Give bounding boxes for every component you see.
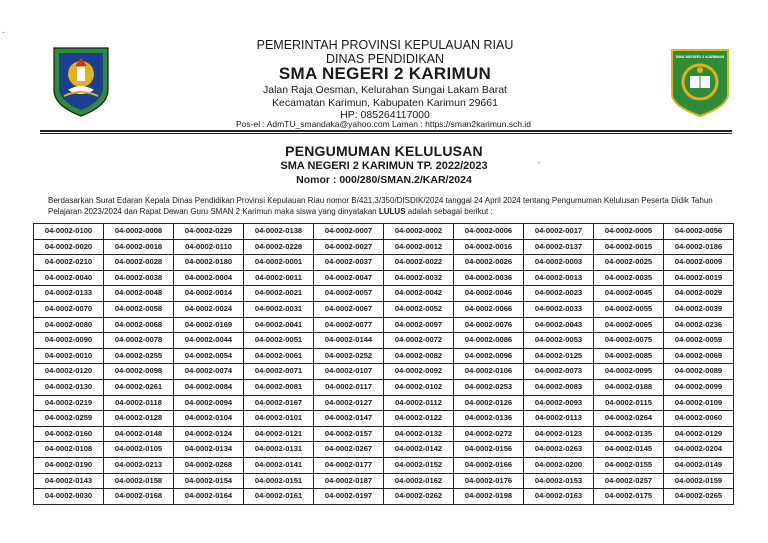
school-badge-icon	[668, 46, 732, 118]
student-number-cell: 04-0002-0001	[244, 255, 314, 271]
announcement-subtitle: SMA NEGERI 2 KARIMUN TP. 2022/2023	[280, 160, 488, 172]
student-number-cell: 04-0002-0027	[314, 239, 384, 255]
student-number-cell: 04-0002-0180	[174, 255, 244, 271]
student-number-cell: 04-0002-0122	[384, 411, 454, 427]
student-number-cell: 04-0002-0156	[454, 442, 524, 458]
student-number-cell: 04-0002-0109	[664, 395, 734, 411]
student-number-cell: 04-0002-0015	[594, 239, 664, 255]
student-number-cell: 04-0002-0033	[524, 301, 594, 317]
student-number-cell: 04-0002-0009	[664, 255, 734, 271]
student-number-cell: 04-0002-0133	[34, 286, 104, 302]
dept-line: DINAS PENDIDIKAN	[325, 52, 445, 66]
student-number-cell: 04-0002-0016	[454, 239, 524, 255]
table-row	[34, 270, 734, 286]
student-number-cell: 04-0002-0025	[594, 255, 664, 271]
student-number-cell: 04-0002-0047	[314, 270, 384, 286]
student-number-cell: 04-0002-0061	[244, 348, 314, 364]
student-number-cell: 04-0002-0018	[104, 239, 174, 255]
table-row	[34, 426, 734, 442]
student-number-cell: 04-0002-0004	[174, 270, 244, 286]
student-number-cell: 04-0002-0093	[524, 395, 594, 411]
student-number-cell: 04-0002-0154	[174, 473, 244, 489]
student-number-cell: 04-0002-0213	[104, 457, 174, 473]
student-number-cell: 04-0002-0008	[104, 224, 174, 240]
student-number-cell: 04-0002-0067	[314, 301, 384, 317]
student-number-cell: 04-0002-0268	[174, 457, 244, 473]
student-number-cell: 04-0002-0204	[664, 442, 734, 458]
student-number-cell: 04-0002-0014	[174, 286, 244, 302]
student-number-cell: 04-0002-0105	[104, 442, 174, 458]
student-number-cell: 04-0002-0078	[104, 333, 174, 349]
student-number-cell: 04-0002-0124	[174, 426, 244, 442]
student-number-cell: 04-0002-0142	[384, 442, 454, 458]
student-number-cell: 04-0002-0097	[384, 317, 454, 333]
student-number-cell: 04-0002-0012	[384, 239, 454, 255]
student-number-cell: 04-0002-0031	[244, 301, 314, 317]
student-number-cell: 04-0002-0164	[174, 489, 244, 505]
student-number-cell: 04-0002-0046	[454, 286, 524, 302]
student-number-cell: 04-0002-0066	[454, 301, 524, 317]
student-number-cell: 04-0002-0007	[314, 224, 384, 240]
student-number-cell: 04-0002-0005	[594, 224, 664, 240]
student-number-cell: 04-0002-0137	[524, 239, 594, 255]
student-number-cell: 04-0002-0129	[664, 426, 734, 442]
student-number-cell: 04-0002-0229	[174, 224, 244, 240]
table-row	[34, 286, 734, 302]
student-number-cell: 04-0002-0035	[594, 270, 664, 286]
student-number-cell: 04-0002-0149	[664, 457, 734, 473]
student-number-cell: 04-0002-0272	[454, 426, 524, 442]
student-number-cell: 04-0002-0130	[34, 379, 104, 395]
student-number-cell: 04-0002-0037	[314, 255, 384, 271]
student-number-cell: 04-0002-0228	[244, 239, 314, 255]
student-number-cell: 04-0002-0011	[244, 270, 314, 286]
table-row	[34, 224, 734, 240]
school-name: SMA NEGERI 2 KARIMUN	[278, 64, 492, 83]
student-number-cell: 04-0002-0262	[384, 489, 454, 505]
student-number-cell: 04-0002-0080	[34, 317, 104, 333]
student-number-cell: 04-0002-0257	[594, 473, 664, 489]
table-row	[34, 442, 734, 458]
table-row	[34, 348, 734, 364]
student-number-cell: 04-0002-0051	[244, 333, 314, 349]
header-rule-thin	[40, 133, 732, 134]
student-number-cell: 04-0002-0102	[384, 379, 454, 395]
student-number-cell: 04-0002-0121	[244, 426, 314, 442]
student-number-cell: 04-0002-0041	[244, 317, 314, 333]
student-number-cell: 04-0002-0141	[244, 457, 314, 473]
student-number-cell: 04-0002-0167	[244, 395, 314, 411]
student-number-cell: 04-0002-0186	[664, 239, 734, 255]
student-number-cell: 04-0002-0138	[244, 224, 314, 240]
student-number-cell: 04-0002-0158	[104, 473, 174, 489]
student-number-cell: 04-0002-0092	[384, 364, 454, 380]
student-number-cell: 04-0002-0267	[314, 442, 384, 458]
student-number-cell: 04-0002-0040	[34, 270, 104, 286]
student-number-cell: 04-0002-0029	[664, 286, 734, 302]
student-number-cell: 04-0002-0073	[524, 364, 594, 380]
student-number-cell: 04-0002-0143	[34, 473, 104, 489]
intro-paragraph: Berdasarkan Surat Edaran Kepala Dinas Pendidikan Provinsi Kepulauan Riau nomor B/421.3/350/DISDIK/2024 tanggal 24 April 2024 tentang Pengumuman Kelulusan Peserta Didik Tahun Pelajaran 2023/2024 dan Rapat Dewan Guru SMAN 2 Karimun maka siswa yang dinyatakan LULUS adalah sebagai berikut :	[48, 196, 713, 216]
student-number-cell: 04-0002-0147	[314, 411, 384, 427]
student-number-cell: 04-0002-0163	[524, 489, 594, 505]
student-number-cell: 04-0002-0263	[524, 442, 594, 458]
student-number-cell: 04-0002-0065	[594, 317, 664, 333]
table-row	[34, 489, 734, 505]
student-number-cell: 04-0002-0252	[314, 348, 384, 364]
student-number-cell: 04-0002-0089	[664, 364, 734, 380]
student-number-cell: 04-0002-0255	[104, 348, 174, 364]
student-number-cell: 04-0002-0128	[104, 411, 174, 427]
address-line-1: Jalan Raja Oesman, Kelurahan Sungai Lakam Barat	[263, 84, 507, 96]
student-number-cell: 04-0002-0161	[244, 489, 314, 505]
student-number-cell: 04-0002-0132	[384, 426, 454, 442]
student-number-cell: 04-0002-0096	[454, 348, 524, 364]
student-number-cell: 04-0002-0166	[454, 457, 524, 473]
student-number-cell: 04-0002-0074	[174, 364, 244, 380]
student-number-cell: 04-0002-0152	[384, 457, 454, 473]
student-number-cell: 04-0002-0104	[174, 411, 244, 427]
student-number-cell: 04-0002-0095	[594, 364, 664, 380]
student-number-cell: 04-0002-0071	[244, 364, 314, 380]
student-number-cell: 04-0002-0068	[104, 317, 174, 333]
table-row	[34, 255, 734, 271]
gov-line: PEMERINTAH PROVINSI KEPULAUAN RIAU	[256, 38, 514, 52]
student-number-cell: 04-0002-0052	[384, 301, 454, 317]
table-row	[34, 239, 734, 255]
student-number-cell: 04-0002-0148	[104, 426, 174, 442]
student-number-cell: 04-0002-0076	[454, 317, 524, 333]
student-number-cell: 04-0002-0118	[104, 395, 174, 411]
student-number-cell: 04-0002-0021	[244, 286, 314, 302]
student-number-cell: 04-0002-0083	[524, 379, 594, 395]
student-number-cell: 04-0002-0090	[34, 333, 104, 349]
student-number-cell: 04-0002-0024	[174, 301, 244, 317]
student-number-cell: 04-0002-0117	[314, 379, 384, 395]
contact-line: Pos-el : AdmTU_smandaka@yahoo.com Laman : https://sman2karimun.sch.id	[236, 119, 531, 129]
student-number-cell: 04-0002-0200	[524, 457, 594, 473]
scan-speck: ˙	[735, 506, 738, 515]
student-number-cell: 04-0002-0177	[314, 457, 384, 473]
student-number-cell: 04-0002-0082	[384, 348, 454, 364]
student-number-cell: 04-0002-0060	[664, 411, 734, 427]
student-number-cell: 04-0002-0106	[454, 364, 524, 380]
scan-mark: -	[2, 27, 5, 37]
student-number-cell: 04-0002-0198	[454, 489, 524, 505]
table-row	[34, 364, 734, 380]
student-number-cell: 04-0002-0259	[34, 411, 104, 427]
student-number-cell: 04-0002-0136	[454, 411, 524, 427]
student-number-cell: 04-0002-0153	[524, 473, 594, 489]
table-row	[34, 301, 734, 317]
student-number-cell: 04-0002-0045	[594, 286, 664, 302]
pen-mark: '	[538, 160, 540, 170]
student-number-cell: 04-0002-0084	[174, 379, 244, 395]
student-number-cell: 04-0002-0264	[594, 411, 664, 427]
student-number-cell: 04-0002-0086	[454, 333, 524, 349]
announcement-title: PENGUMUMAN KELULUSAN	[285, 143, 483, 159]
student-number-cell: 04-0002-0144	[314, 333, 384, 349]
table-row	[34, 333, 734, 349]
student-number-cell: 04-0002-0022	[384, 255, 454, 271]
student-number-cell: 04-0002-0072	[384, 333, 454, 349]
student-number-cell: 04-0002-0053	[524, 333, 594, 349]
student-number-cell: 04-0002-0030	[34, 489, 104, 505]
student-number-cell: 04-0002-0210	[34, 255, 104, 271]
student-number-cell: 04-0002-0107	[314, 364, 384, 380]
student-number-cell: 04-0002-0003	[524, 255, 594, 271]
student-number-cell: 04-0002-0058	[104, 301, 174, 317]
student-number-cell: 04-0002-0265	[664, 489, 734, 505]
student-number-cell: 04-0002-0110	[174, 239, 244, 255]
student-number-cell: 04-0002-0108	[34, 442, 104, 458]
student-number-cell: 04-0002-0157	[314, 426, 384, 442]
student-number-cell: 04-0002-0236	[664, 317, 734, 333]
table-row	[34, 395, 734, 411]
student-number-cell: 04-0002-0019	[664, 270, 734, 286]
student-number-cell: 04-0002-0151	[244, 473, 314, 489]
student-number-cell: 04-0002-0054	[174, 348, 244, 364]
student-number-cell: 04-0002-0162	[384, 473, 454, 489]
student-number-cell: 04-0002-0081	[244, 379, 314, 395]
student-number-cell: 04-0002-0017	[524, 224, 594, 240]
announcement-number: Nomor : 000/280/SMAN.2/KAR/2024	[296, 174, 472, 186]
student-number-cell: 04-0002-0135	[594, 426, 664, 442]
student-number-cell: 04-0002-0026	[454, 255, 524, 271]
student-number-cell: 04-0002-0175	[594, 489, 664, 505]
student-number-cell: 04-0002-0048	[104, 286, 174, 302]
student-number-cell: 04-0002-0094	[174, 395, 244, 411]
student-number-cell: 04-0002-0120	[34, 364, 104, 380]
student-number-cell: 04-0002-0160	[34, 426, 104, 442]
student-number-cell: 04-0002-0006	[454, 224, 524, 240]
student-number-cell: 04-0002-0131	[244, 442, 314, 458]
student-number-cell: 04-0002-0219	[34, 395, 104, 411]
table-row	[34, 473, 734, 489]
student-number-cell: 04-0002-0253	[454, 379, 524, 395]
student-number-cell: 04-0002-0023	[524, 286, 594, 302]
student-number-cell: 04-0002-0042	[384, 286, 454, 302]
student-number-cell: 04-0002-0197	[314, 489, 384, 505]
student-number-cell: 04-0002-0134	[174, 442, 244, 458]
student-number-cell: 04-0002-0036	[454, 270, 524, 286]
table-row	[34, 317, 734, 333]
student-number-cell: 04-0002-0020	[34, 239, 104, 255]
student-number-cell: 04-0002-0002	[384, 224, 454, 240]
student-number-cell: 04-0002-0032	[384, 270, 454, 286]
student-number-cell: 04-0002-0125	[524, 348, 594, 364]
student-number-cell: 04-0002-0028	[104, 255, 174, 271]
student-number-cell: 04-0002-0077	[314, 317, 384, 333]
student-number-cell: 04-0002-0055	[594, 301, 664, 317]
student-number-cell: 04-0002-0127	[314, 395, 384, 411]
student-number-cell: 04-0002-0169	[174, 317, 244, 333]
student-number-cell: 04-0002-0099	[664, 379, 734, 395]
lulus-word: LULUS	[378, 206, 406, 216]
student-number-cell: 04-0002-0038	[104, 270, 174, 286]
student-number-cell: 04-0002-0100	[34, 224, 104, 240]
table-row	[34, 379, 734, 395]
province-emblem-icon	[44, 44, 118, 118]
student-number-cell: 04-0002-0059	[664, 333, 734, 349]
student-number-cell: 04-0002-0113	[524, 411, 594, 427]
student-number-cell: 04-0002-0013	[524, 270, 594, 286]
graduates-table	[33, 223, 734, 505]
student-number-cell: 04-0002-0112	[384, 395, 454, 411]
student-number-cell: 04-0002-0070	[34, 301, 104, 317]
student-number-cell: 04-0002-0155	[594, 457, 664, 473]
student-number-cell: 04-0002-0168	[104, 489, 174, 505]
phone-line: HP: 085264117000	[340, 109, 430, 121]
student-number-cell: 04-0002-0176	[454, 473, 524, 489]
student-number-cell: 04-0002-0039	[664, 301, 734, 317]
table-row	[34, 411, 734, 427]
address-line-2: Kecamatan Karimun, Kabupaten Karimun 29661	[272, 97, 498, 109]
student-number-cell: 04-0002-0075	[594, 333, 664, 349]
student-number-cell: 04-0002-0057	[314, 286, 384, 302]
student-number-cell: 04-0002-0044	[174, 333, 244, 349]
student-number-cell: 04-0002-0261	[104, 379, 174, 395]
student-number-cell: 04-0002-0101	[244, 411, 314, 427]
student-number-cell: 04-0002-0159	[664, 473, 734, 489]
student-number-cell: 04-0002-0056	[664, 224, 734, 240]
student-number-cell: 04-0002-0126	[454, 395, 524, 411]
student-number-cell: 04-0002-0187	[314, 473, 384, 489]
student-number-cell: 04-0002-0069	[664, 348, 734, 364]
student-number-cell: 04-0002-0085	[594, 348, 664, 364]
student-number-cell: 04-0002-0190	[34, 457, 104, 473]
badge-caption: SMA NEGERI 2 KARIMUN	[675, 54, 725, 59]
student-number-cell: 04-0002-0188	[594, 379, 664, 395]
table-row	[34, 457, 734, 473]
student-number-cell: 04-0002-0123	[524, 426, 594, 442]
student-number-cell: 04-0002-0098	[104, 364, 174, 380]
student-number-cell: 04-0002-0043	[524, 317, 594, 333]
student-number-cell: 04-0002-0115	[594, 395, 664, 411]
student-number-cell: 04-0002-0145	[594, 442, 664, 458]
student-number-cell: 04-0002-0010	[34, 348, 104, 364]
header-rule	[40, 130, 732, 132]
